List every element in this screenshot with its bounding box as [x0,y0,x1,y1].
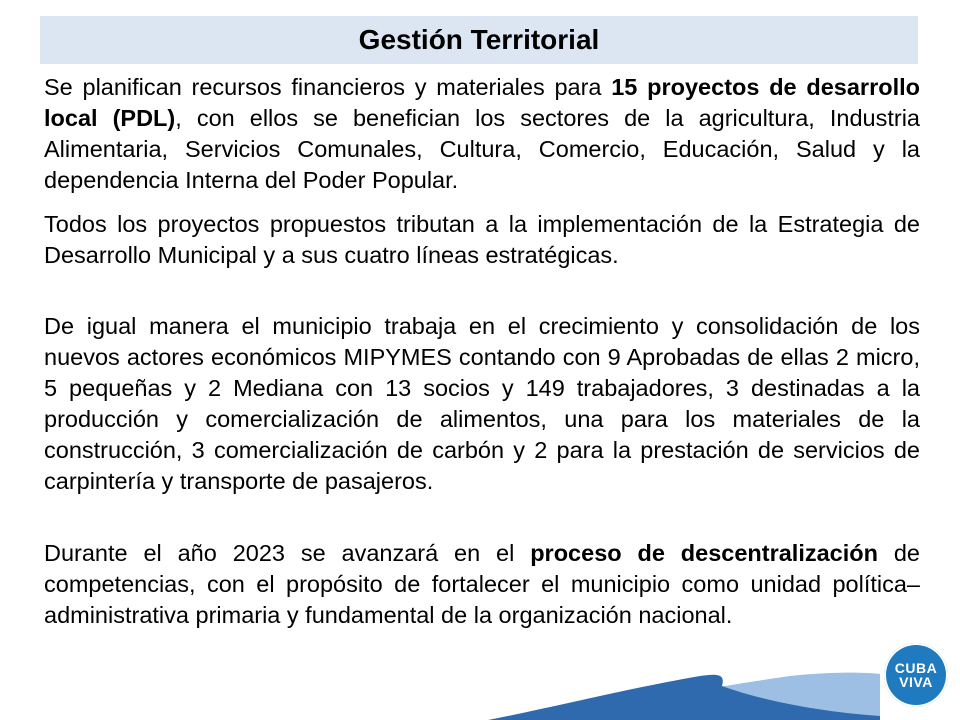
bold-text-run: 15 proyectos de desarrollo local (PDL) [44,74,920,131]
paragraph-pdl [44,72,920,196]
logo-line-1: CUBA [894,660,938,676]
bold-text-run: proceso de descentralización [530,540,878,566]
text-run: Todos los proyectos propuestos tributan a la implementación de la Estrategia de Desarrollo Municipal y a sus cuatro líneas estratégicas. [44,211,920,268]
text-run: Durante el año 2023 se avanzará en el [44,540,531,566]
paragraph-estrategia [44,209,920,271]
paragraph-mipymes [44,311,920,497]
title-bar [40,16,918,64]
text-run: Se planifican recursos financieros y materiales para [44,74,612,100]
wave-light [560,673,880,720]
text-run: de competencias, con el propósito de fortalecer el municipio como unidad política–administrativa primaria y fundamental de la organización nacional. [44,540,920,628]
cuba-viva-logo [884,643,948,707]
slide-body [44,72,920,631]
wave-dark [488,675,880,720]
text-run: , con ellos se benefician los sectores de la agricultura, Industria Alimentaria, Servicios Comunales, Cultura, Comercio, Educación, Salud y la dependencia Interna del Poder Popular. [44,105,920,193]
slide-title: Gestión Territorial [358,24,600,55]
text-run: De igual manera el municipio trabaja en el crecimiento y consolidación de los nuevos actores económicos MIPYMES contando con 9 Aprobadas de ellas 2 micro, 5 pequeñas y 2 Mediana con 13 socios y 149 trabajadores, 3 destinadas a la producción y comercialización de alimentos, una para los materiales de la construcción, 3 comercialización de carbón y 2 para la prestación de servicios de carpintería y transporte de pasajeros. [44,313,920,494]
logo-line-2: VIVA [899,674,933,690]
paragraph-descentralizacion [44,538,920,631]
